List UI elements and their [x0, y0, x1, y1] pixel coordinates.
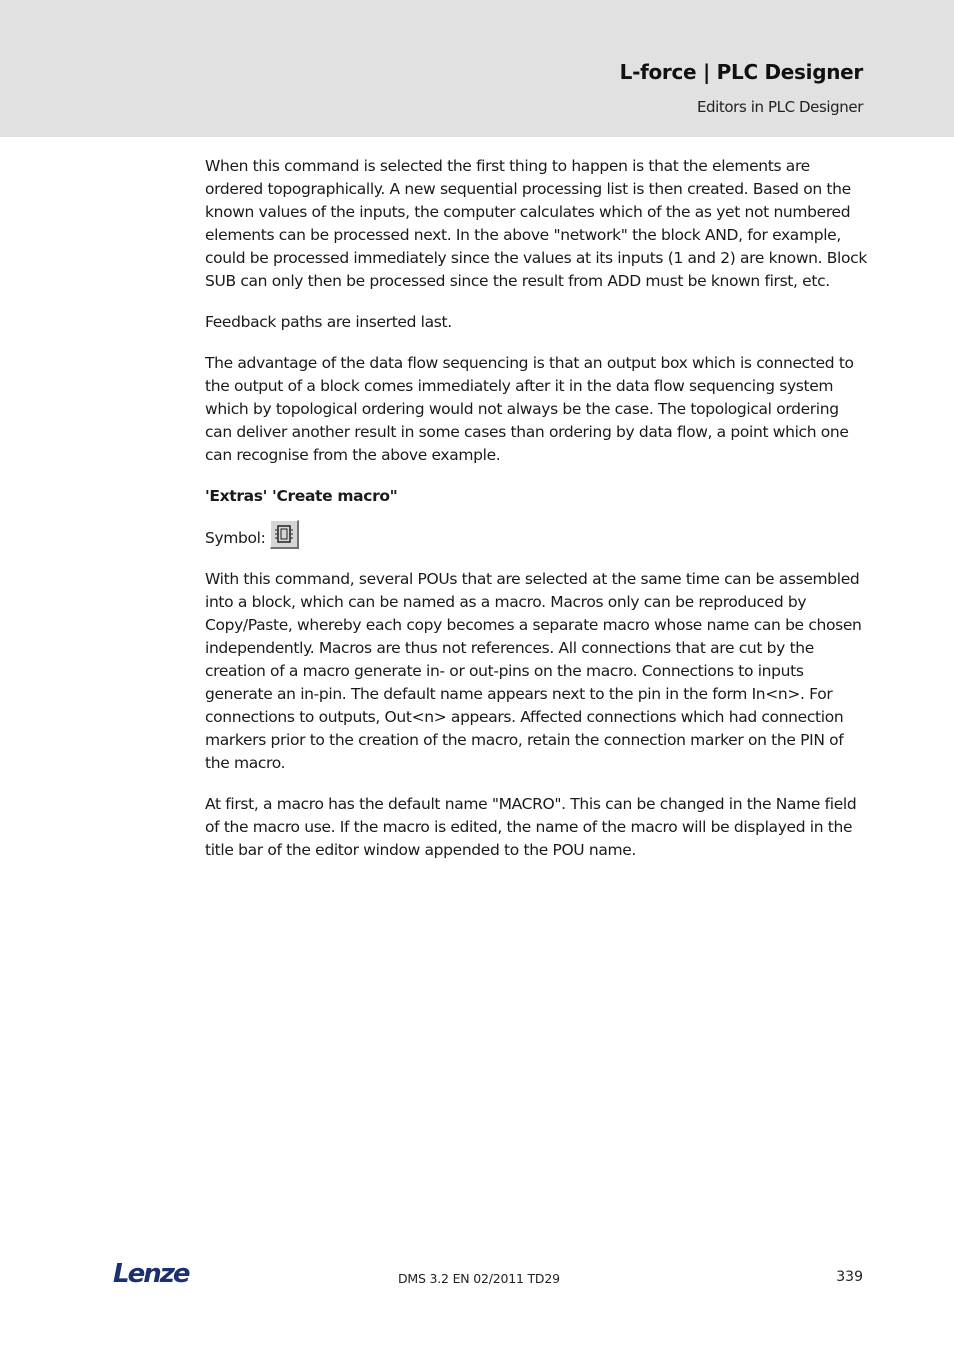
- page-content: [205, 155, 867, 880]
- section-heading-create-macro: 'Extras' 'Create macro": [205, 487, 398, 505]
- paragraph-macro-default-name: At first, a macro has the default name "MACRO". This can be changed in the Name field of the macro use. If the macro is edited, the name of the macro will be displayed in the title bar of the editor window appended to the POU name.: [205, 795, 857, 859]
- symbol-label: Symbol:: [205, 529, 266, 547]
- page-number: 339: [836, 1269, 863, 1285]
- create-macro-icon: [270, 520, 299, 549]
- page-header: [0, 0, 954, 137]
- chapter-title: Editors in PLC Designer: [696, 98, 863, 116]
- paragraph-macro-description: With this command, several POUs that are selected at the same time can be assembled into a block, which can be named as a macro. Macros only can be reproduced by Copy/Paste, whereby each copy becomes a separate macro whose name can be chosen independently. Macros are thus not references. All connections that are cut by the creation of a macro generate in- or out-pins on the macro. Connections to inputs generate an in-pin. The default name appears next to the pin in the form In<n>. For connections to outputs, Out<n> appears. Affected connections which had connection markers prior to the creation of the macro, retain the connection marker on the PIN of the macro.: [205, 570, 862, 772]
- paragraph-advantage: The advantage of the data flow sequencing is that an output box which is connected to the output of a block comes immediately after it in the data flow sequencing system which by topological ordering would not always be the case. The topological ordering can deliver another result in some cases than ordering by data flow, a point which one can recognise from the above example.: [205, 354, 854, 464]
- paragraph-ordering: When this command is selected the first thing to happen is that the elements are ordered topographically. A new sequential processing list is then created. Based on the known values of the inputs, the computer calculates which of the as yet not numbered elements can be processed next. In the above "network" the block AND, for example, could be processed immediately since the values at its inputs (1 and 2) are known. Block SUB can only then be processed since the result from ADD must be known first, etc.: [205, 157, 867, 290]
- symbol-line: [205, 520, 867, 550]
- document-title: L-force | PLC Designer: [619, 60, 863, 84]
- document-id: DMS 3.2 EN 02/2011 TD29: [398, 1271, 560, 1286]
- lenze-logo: Lenze: [113, 1259, 189, 1289]
- paragraph-feedback: Feedback paths are inserted last.: [205, 313, 452, 331]
